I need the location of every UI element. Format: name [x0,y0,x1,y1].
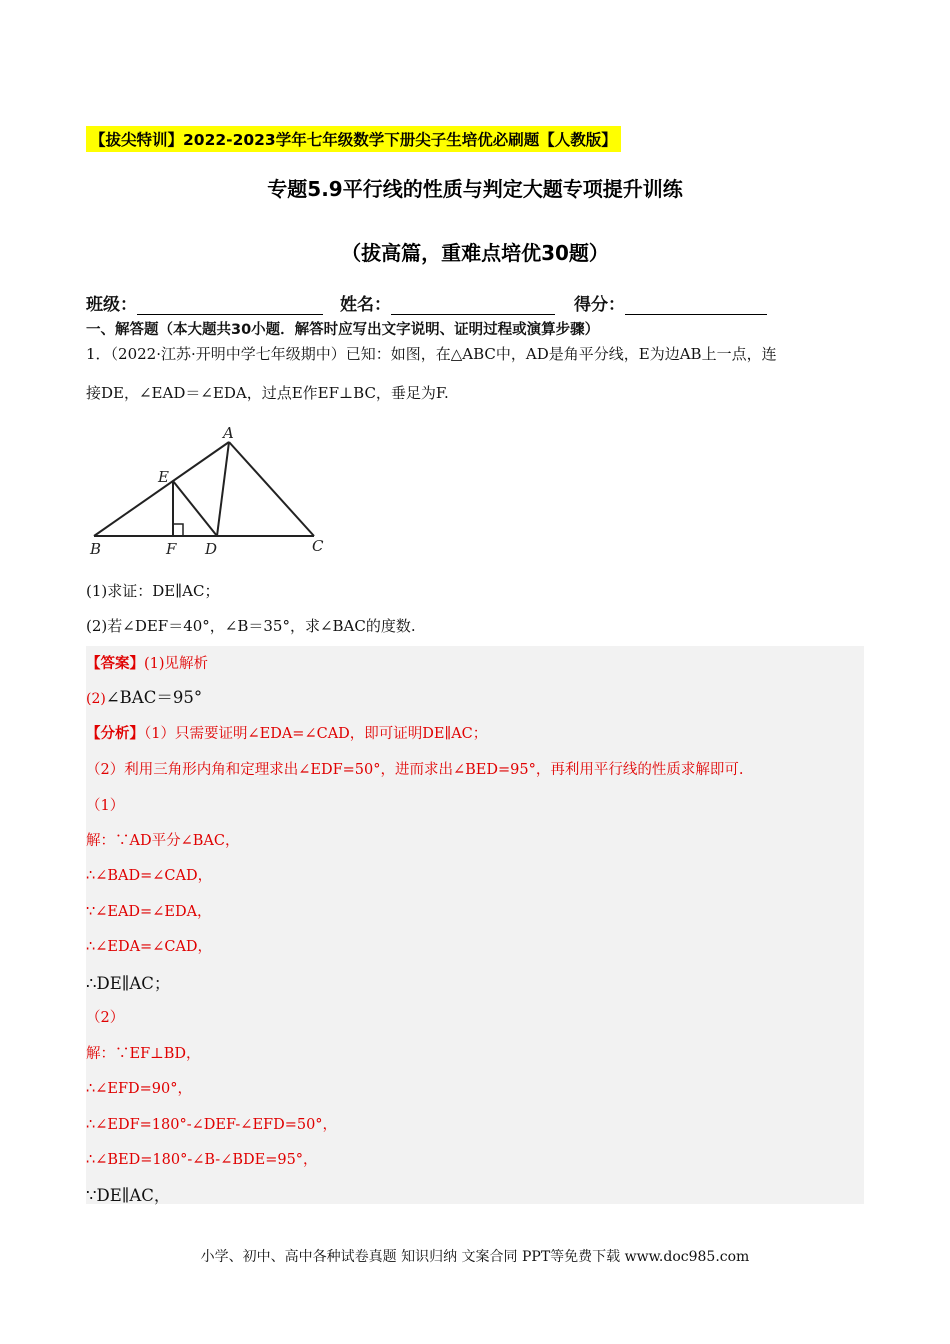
analysis-line2: （2）利用三角形内角和定理求出∠EDF=50°，进而求出∠BED=95°，再利用平行线的性质求解即可. [86,762,744,778]
label-e: E [158,468,169,486]
solution-line: ∴∠EDA=∠CAD， [86,939,213,955]
solution-line: （1） [86,798,125,814]
solution-line: ∵∠EAD=∠EDA， [86,904,212,920]
answer-part2-line [86,684,202,708]
name-label: 姓名： [340,295,391,315]
solution-line: （2） [86,1010,125,1026]
analysis-line1 [86,722,487,743]
label-c: C [312,537,324,555]
analysis-tag: 【分析】 [86,726,144,742]
page-footer: 小学、初中、高中各种试卷真题 知识归纳 文案合同 PPT等免费下载 www.doc985.com [200,1249,750,1265]
answer-line [86,652,208,673]
label-a: A [223,424,234,442]
triangle-figure [86,418,346,568]
score-label: 得分： [574,295,625,315]
solution-line: ∴∠BED=180°-∠B-∠BDE=95°， [86,1152,318,1168]
right-angle-mark [173,524,183,536]
segment-ed [173,481,217,536]
info-fields [86,290,866,320]
score-field [574,290,767,315]
page-title: 专题5.9平行线的性质与判定大题专项提升训练 [267,177,683,201]
class-field [86,290,323,315]
solution-line: ∴DE∥AC； [86,974,171,993]
question-part1: (1)求证：DE∥AC； [86,582,220,600]
answer-box [86,646,864,1204]
solution-line: 解：∵EF⊥BD， [86,1046,201,1062]
answer-part2-value: ∠BAC＝95° [105,688,203,707]
series-banner: 【拔尖特训】2022-2023学年七年级数学下册尖子生培优必刷题【人教版】 [86,126,621,152]
segment-ad [217,442,229,536]
answer-tag: 【答案】 [86,656,144,672]
class-label: 班级： [86,295,137,315]
question-text-line1: 1．（2022·江苏·开明中学七年级期中）已知：如图，在△ABC中，AD是角平分线，E为边AB上一点，连 [86,345,777,363]
solution-line: 解：∵AD平分∠BAC， [86,833,240,849]
solution-line: ∴∠BAD=∠CAD， [86,868,213,884]
label-b: B [90,540,102,558]
solution-line: ∴∠EDF=180°-∠DEF-∠EFD=50°， [86,1117,338,1133]
answer-part1: (1)见解析 [144,656,209,672]
page-subtitle: （拔高篇，重难点培优30题） [341,241,609,265]
label-d: D [205,540,218,558]
solution-line: ∴∠EFD=90°， [86,1081,192,1097]
solution-line: ∵DE∥AC， [86,1186,171,1205]
analysis-text1: （1）只需要证明∠EDA=∠CAD，即可证明DE∥AC； [144,726,488,742]
class-blank[interactable] [137,294,323,315]
section-heading: 一、解答题（本大题共30小题．解答时应写出文字说明、证明过程或演算步骤） [86,322,600,338]
question-text-line2: 接DE，∠EAD＝∠EDA，过点E作EF⊥BC，垂足为F. [86,384,449,402]
segment-ac [229,442,314,536]
answer-part2-prefix: (2) [86,691,106,707]
segment-ba [94,442,229,536]
score-blank[interactable] [625,294,767,315]
question-part2: (2)若∠DEF＝40°，∠B＝35°，求∠BAC的度数. [86,617,416,635]
name-field [340,290,555,315]
name-blank[interactable] [391,294,555,315]
label-f: F [166,540,177,558]
